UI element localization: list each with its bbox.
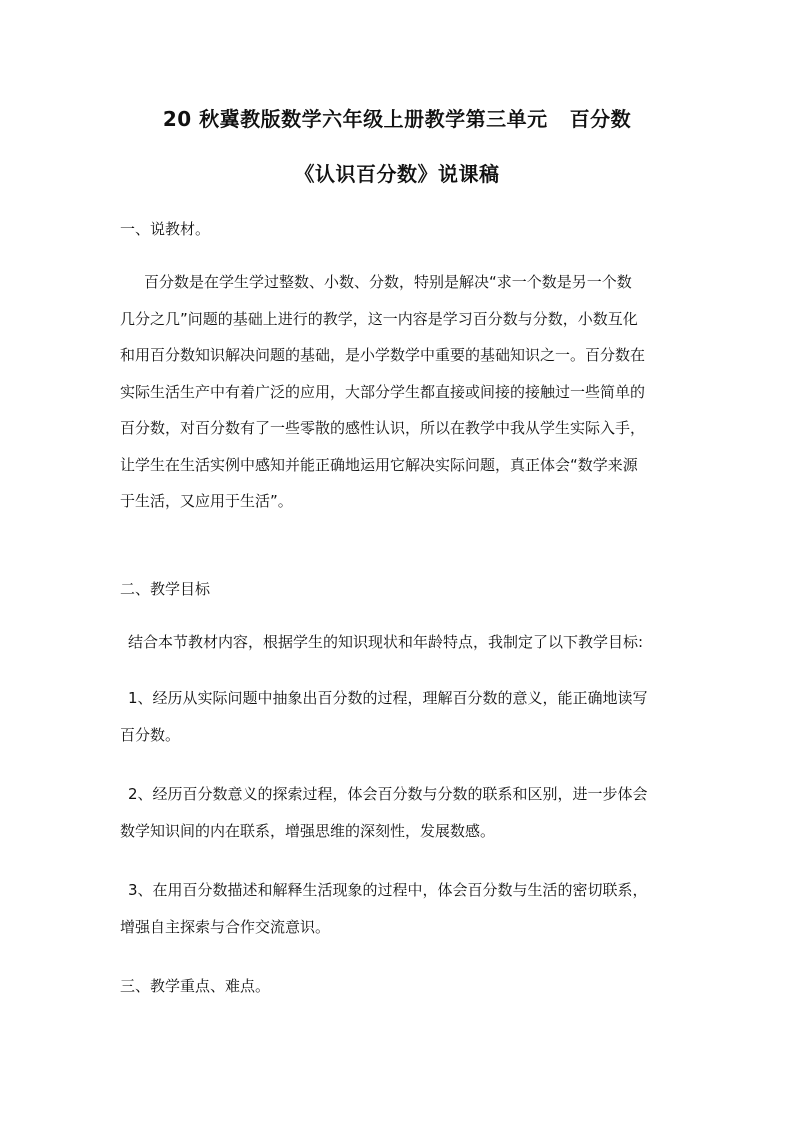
paragraph-line: 让学生在生活实例中感知并能正确地运用它解决实际问题，真正体会“数学来源 [120,455,638,474]
section-heading-keypoints: 三、教学重点、难点。 [120,977,271,995]
paragraph-textbook [120,264,680,520]
paragraph-line: 于生活，又应用于生活”。 [120,492,293,510]
paragraph-line: 结合本节教材内容，根据学生的知识现状和年龄特点，我制定了以下教学目标: [128,633,644,651]
paragraph-line: 百分数，对百分数有了一些零散的感性认识，所以在教学中我从学生实际入手， [120,419,646,437]
goal-item-2 [120,776,680,849]
paragraph-line: 百分数是在学生学过整数、小数、分数，特别是解决“求一个数是另一个数 [144,273,632,291]
paragraph-line: 和用百分数知识解决问题的基础，是小学数学中重要的基础知识之一。百分数在 [120,346,646,364]
title-unit-text: 百分数 [569,107,632,131]
document-title [0,103,794,132]
paragraph-line: 2、经历百分数意义的探索过程，体会百分数与分数的联系和区别，进一步体会 [128,785,648,803]
paragraph-line: 百分数。 [120,725,181,744]
paragraph-line: 数学知识间的内在联系，增强思维的深刻性，发展数感。 [120,821,496,840]
paragraph-line: 增强自主探索与合作交流意识。 [120,917,331,936]
paragraph-line: 几分之几”问题的基础上进行的教学，这一内容是学习百分数与分数，小数互化 [120,309,638,328]
title-main-text: 20 秋冀教版数学六年级上册教学第三单元 [162,107,548,131]
section-heading-textbook: 一、说教材。 [120,220,211,238]
goal-item-3 [120,872,680,945]
paragraph-line: 1、经历从实际问题中抽象出百分数的过程，理解百分数的意义，能正确地读写 [128,689,648,707]
section-heading-goals: 二、教学目标 [120,580,211,598]
goal-item-1 [120,680,680,753]
paragraph-goals-intro [120,624,680,661]
paragraph-line: 实际生活生产中有着广泛的应用，大部分学生都直接或间接的接触过一些简单的 [120,382,646,401]
document-subtitle: 《认识百分数》说课稿 [294,162,500,186]
paragraph-line: 3、在用百分数描述和解释生活现象的过程中，体会百分数与生活的密切联系， [128,881,648,899]
